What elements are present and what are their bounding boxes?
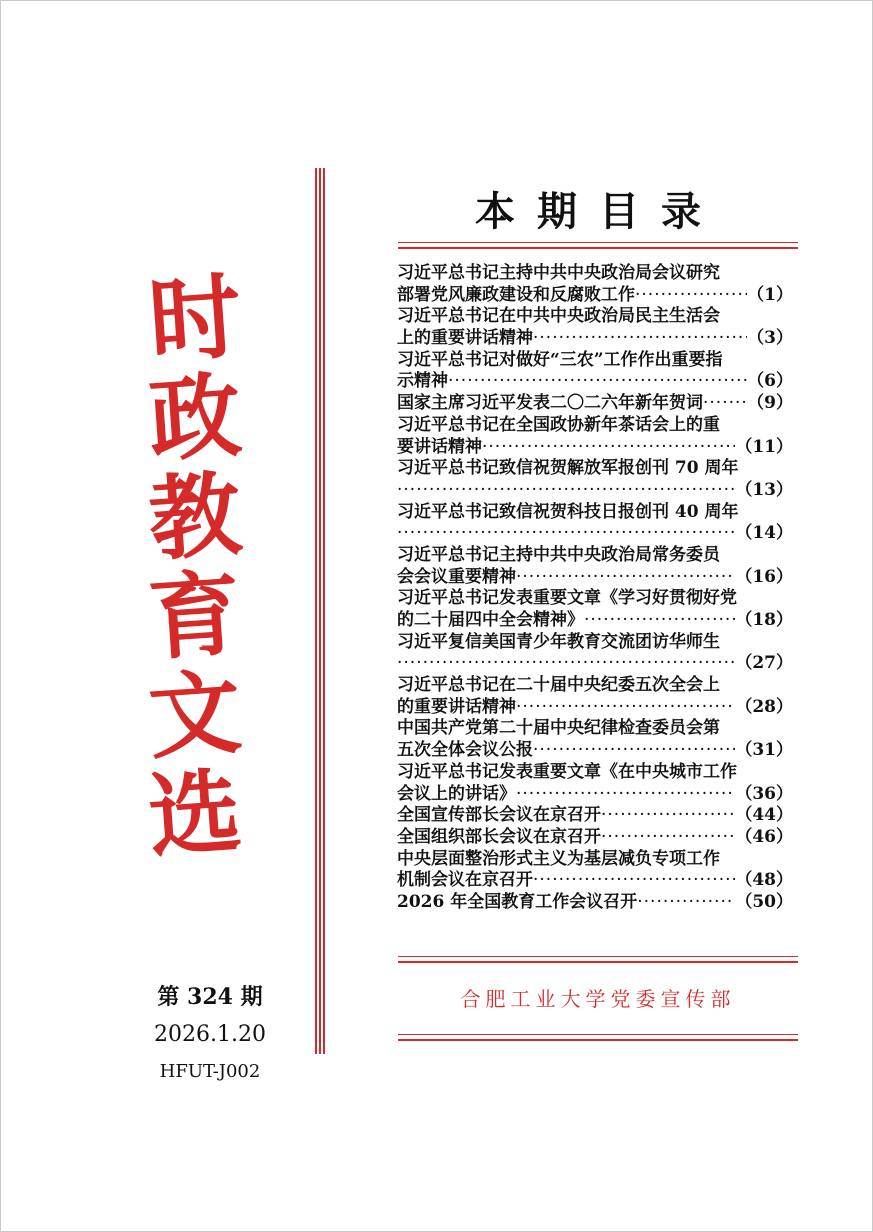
issue-number: 第 324 期 [157, 984, 263, 1010]
toc-entry-text: 全国组织部长会议在京召开 [397, 826, 601, 847]
toc-entry-text: 习近平总书记在中共中央政治局民主生活会 [397, 306, 720, 327]
toc-entry-line [397, 849, 793, 871]
toc-top-rule [398, 242, 798, 249]
toc-page-number: （46） [735, 826, 793, 847]
toc-entry-line [397, 480, 793, 502]
toc-page-number: （3） [747, 328, 793, 349]
toc-entry-text: 会会议重要精神 [397, 566, 516, 587]
toc-entry-text: 习近平总书记致信祝贺解放军报创刊 70 周年 [397, 458, 739, 479]
toc-leader-dots [448, 371, 747, 393]
toc-entry-line [397, 328, 793, 350]
toc-entry[interactable] [397, 306, 793, 349]
publication-title [120, 261, 270, 872]
toc-entry-line [397, 718, 793, 740]
toc-entry-line [397, 371, 793, 393]
toc-page-number: （18） [735, 610, 793, 630]
toc-entry-text: 的二十届四中全会精神》 [397, 610, 584, 630]
toc-entry-line [397, 393, 793, 415]
toc-entry-text: 要讲话精神 [397, 436, 482, 457]
toc-entry-line [397, 306, 793, 328]
toc-entry-line [397, 697, 793, 719]
toc-entry[interactable] [397, 502, 793, 545]
toc-entry-line [397, 805, 793, 827]
toc-entry-line [397, 415, 793, 437]
toc-entry-line [397, 437, 793, 459]
toc-entry-line [397, 892, 793, 914]
toc-entry[interactable] [397, 718, 793, 761]
toc-entry-line [397, 523, 793, 545]
toc-entry-text: 机制会议在京召开 [397, 870, 533, 891]
toc-heading: 本期目录 [475, 188, 723, 235]
toc-leader-dots [397, 480, 735, 502]
toc-entry[interactable] [397, 415, 793, 458]
toc-page-number: （9） [747, 393, 793, 414]
toc-page-number: （6） [747, 371, 793, 392]
toc-page-number: （16） [735, 566, 793, 587]
toc-entry[interactable] [397, 632, 793, 675]
publisher-bottom-rule [398, 1034, 798, 1041]
toc-leader-dots [533, 870, 735, 892]
title-char: 育 [145, 558, 245, 674]
toc-entry-text: 习近平总书记对做好“三农”工作作出重要指 [397, 349, 723, 370]
toc-entry[interactable] [397, 350, 793, 393]
issue-date: 2026.1.20 [154, 1022, 266, 1047]
toc-leader-dots [637, 892, 735, 914]
toc-entry-text: 习近平总书记主持中共中央政治局会议研究 [397, 263, 720, 283]
toc-entry-line [397, 610, 793, 632]
toc-leader-dots [516, 567, 735, 589]
toc-entry-text: 部署党风廉政建设和反腐败工作 [397, 284, 635, 305]
toc-entry-text: 习近平总书记在二十届中央纪委五次全会上 [397, 675, 720, 696]
toc-entry-text: 全国宣传部长会议在京召开 [397, 805, 601, 826]
toc-entry[interactable] [397, 458, 793, 501]
toc-leader-dots [533, 328, 747, 350]
toc-page-number: （28） [735, 696, 793, 717]
toc-entry-text: 2026 年全国教育工作会议召开 [397, 891, 638, 912]
toc-entry[interactable] [397, 545, 793, 588]
toc-entry-line [397, 263, 793, 285]
toc-leader-dots [516, 697, 735, 719]
toc-entry[interactable] [397, 588, 793, 631]
toc-page-number: （31） [735, 740, 793, 761]
title-char: 教 [145, 459, 245, 575]
toc-entry[interactable] [397, 892, 793, 914]
toc-entry-text: 示精神 [397, 371, 448, 392]
title-char: 政 [145, 360, 245, 476]
publisher-name: 合肥工业大学党委宣传部 [460, 987, 736, 1011]
title-char: 文 [145, 657, 245, 773]
publisher-top-rule [398, 956, 798, 963]
toc-entry[interactable] [397, 805, 793, 827]
toc-entry[interactable] [397, 675, 793, 718]
toc-entry-text: 会议上的讲话》 [397, 783, 516, 804]
toc-entry-line [397, 632, 793, 654]
toc-entry-line [397, 588, 793, 610]
toc-entry[interactable] [397, 827, 793, 849]
toc-entry[interactable] [397, 762, 793, 805]
toc-entry-line [397, 827, 793, 849]
toc-entry-text: 习近平复信美国青少年教育交流团访华师生 [397, 631, 720, 652]
toc-leader-dots [584, 610, 735, 632]
toc-leader-dots [397, 523, 735, 545]
toc-entry-line [397, 545, 793, 567]
toc-leader-dots [703, 393, 747, 415]
toc-leader-dots [601, 805, 735, 827]
toc-entry-line [397, 502, 793, 524]
vertical-divider [315, 168, 325, 1054]
toc-entry[interactable] [397, 393, 793, 415]
toc-entry-text: 上的重要讲话精神 [397, 328, 533, 349]
toc-leader-dots [635, 285, 747, 307]
title-char: 选 [145, 756, 245, 872]
issue-code: HFUT-J002 [159, 1061, 261, 1082]
toc-entry[interactable] [397, 263, 793, 306]
toc-page-number: （44） [735, 805, 793, 826]
toc-entry-text: 的重要讲话精神 [397, 696, 516, 717]
toc-leader-dots [482, 437, 735, 459]
toc-entry-text: 习近平总书记主持中共中央政治局常务委员 [397, 544, 720, 565]
toc-page-number: （48） [735, 870, 793, 891]
toc-entry-text: 中国共产党第二十届中央纪律检查委员会第 [397, 718, 720, 739]
toc-entry-text: 习近平总书记在全国政协新年茶话会上的重 [397, 414, 720, 435]
toc-entry-line [397, 675, 793, 697]
toc-entry-line [397, 784, 793, 806]
toc-page-number: （11） [735, 436, 793, 457]
toc-entry-text: 习近平总书记致信祝贺科技日报创刊 40 周年 [397, 501, 739, 522]
toc-entry-line [397, 653, 793, 675]
toc-leader-dots [516, 784, 735, 806]
toc-entry-text: 五次全体会议公报 [397, 740, 533, 761]
toc-entry-line [397, 567, 793, 589]
toc-leader-dots [533, 740, 735, 762]
toc-entry-line [397, 350, 793, 372]
toc-entry-line [397, 458, 793, 480]
toc-page-number: （14） [735, 523, 793, 544]
toc-page-number: （36） [735, 783, 793, 804]
toc-page-number: （27） [735, 653, 793, 674]
title-char: 时 [145, 261, 245, 377]
toc-page-number: （50） [735, 891, 793, 912]
toc-entry-line [397, 762, 793, 784]
toc-page-number: （13） [735, 479, 793, 500]
toc-entry-text: 国家主席习近平发表二〇二六年新年贺词 [397, 393, 703, 414]
toc-entry-line [397, 870, 793, 892]
toc-entry-text: 中央层面整治形式主义为基层减负专项工作 [397, 848, 720, 869]
toc-leader-dots [601, 827, 735, 849]
issue-info [140, 982, 280, 1088]
toc-entry[interactable] [397, 849, 793, 892]
table-of-contents [397, 263, 793, 914]
toc-entry-line [397, 285, 793, 307]
toc-entry-text: 习近平总书记发表重要文章《在中央城市工作 [397, 761, 737, 782]
toc-page-number: （1） [747, 284, 793, 305]
toc-leader-dots [397, 653, 735, 675]
toc-entry-text: 习近平总书记发表重要文章《学习好贯彻好党 [397, 588, 737, 609]
toc-entry-line [397, 740, 793, 762]
